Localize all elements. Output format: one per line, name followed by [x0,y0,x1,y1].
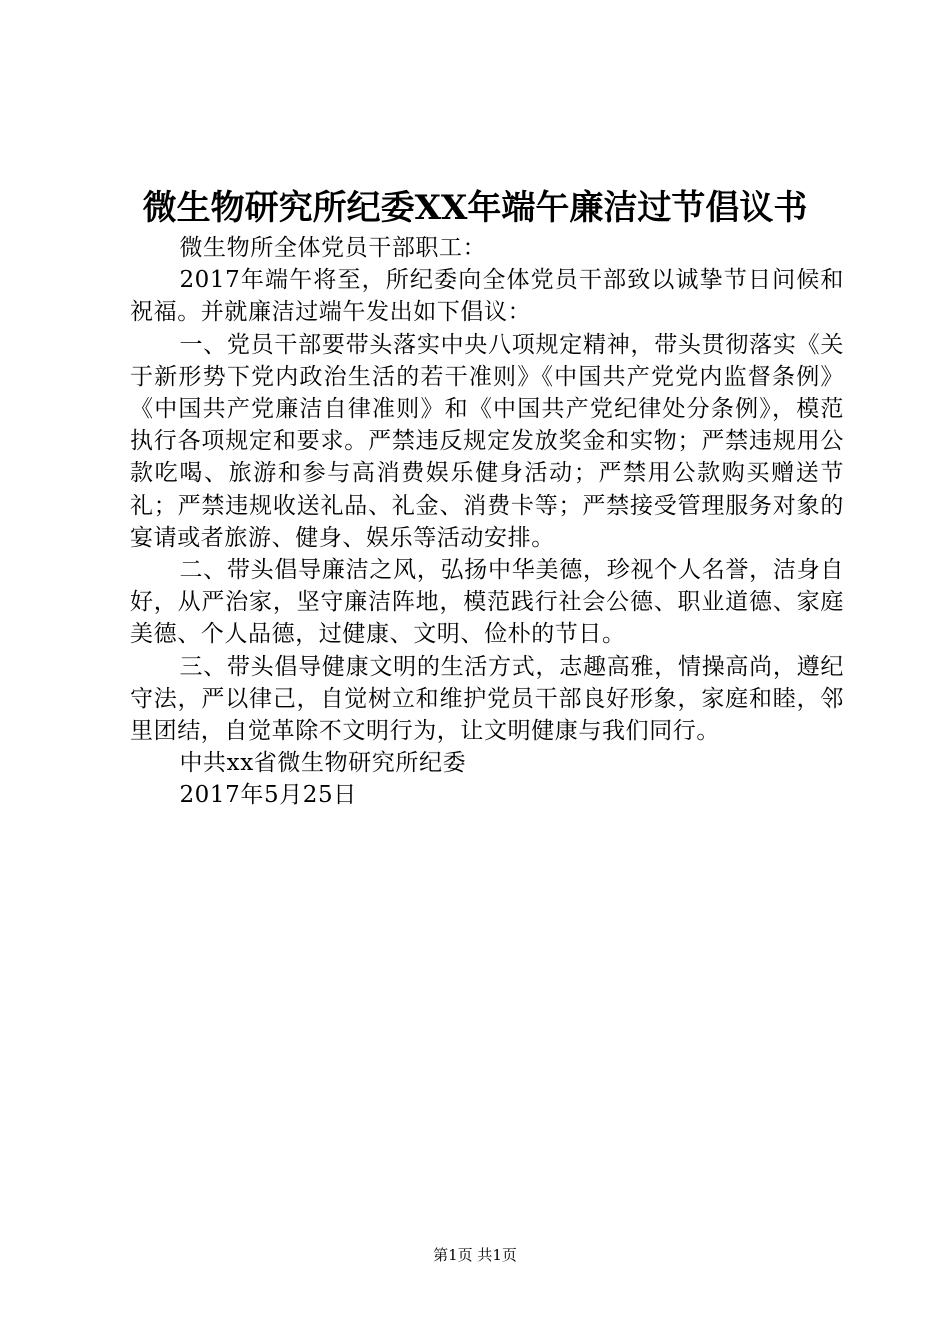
salutation: 微生物所全体党员干部职工： [179,235,487,261]
paragraph-item-3: 三、带头倡导健康文明的生活方式，志趣高雅，情操高尚，遵纪守法，严以律己，自觉树立和维护党员干部良好形象，家庭和睦，邻里团结，自觉革除不文明行为，让文明健康与我们同行。 [130,653,844,745]
paragraph-item-2: 二、带头倡导廉洁之风，弘扬中华美德，珍视个人名誉，洁身自好，从严治家，坚守廉洁阵地，模范践行社会公德、职业道德、家庭美德、个人品德，过健康、文明、俭朴的节日。 [130,557,844,648]
date: 2017年5月25日 [179,782,357,809]
signature: 中共xx省微生物研究所纪委 [179,750,467,777]
page-footer: 第1页 共1页 [433,1246,517,1264]
document-body [130,232,844,812]
paragraph-intro: 2017年端午将至，所纪委向全体党员干部致以诚挚节日问候和祝福。并就廉洁过端午发出如下倡议： [130,267,844,326]
document-title: 微生物研究所纪委XX年端午廉洁过节倡议书 [142,188,808,228]
paragraph-item-1: 一、党员干部要带头落实中央八项规定精神，带头贯彻落实《关于新形势下党内政治生活的若干准则》《中国共产党党内监督条例》《中国共产党廉洁自律准则》和《中国共产党纪律处分条例》，模范执行各项规定和要求。严禁违反规定发放奖金和实物；严禁违规用公款吃喝、旅游和参与高消费娱乐健身活动；严禁用公款购买赠送节礼；严禁违规收送礼品、礼金、消费卡等；严禁接受管理服务对象的宴请或者旅游、健身、娱乐等活动安排。 [130,331,844,551]
